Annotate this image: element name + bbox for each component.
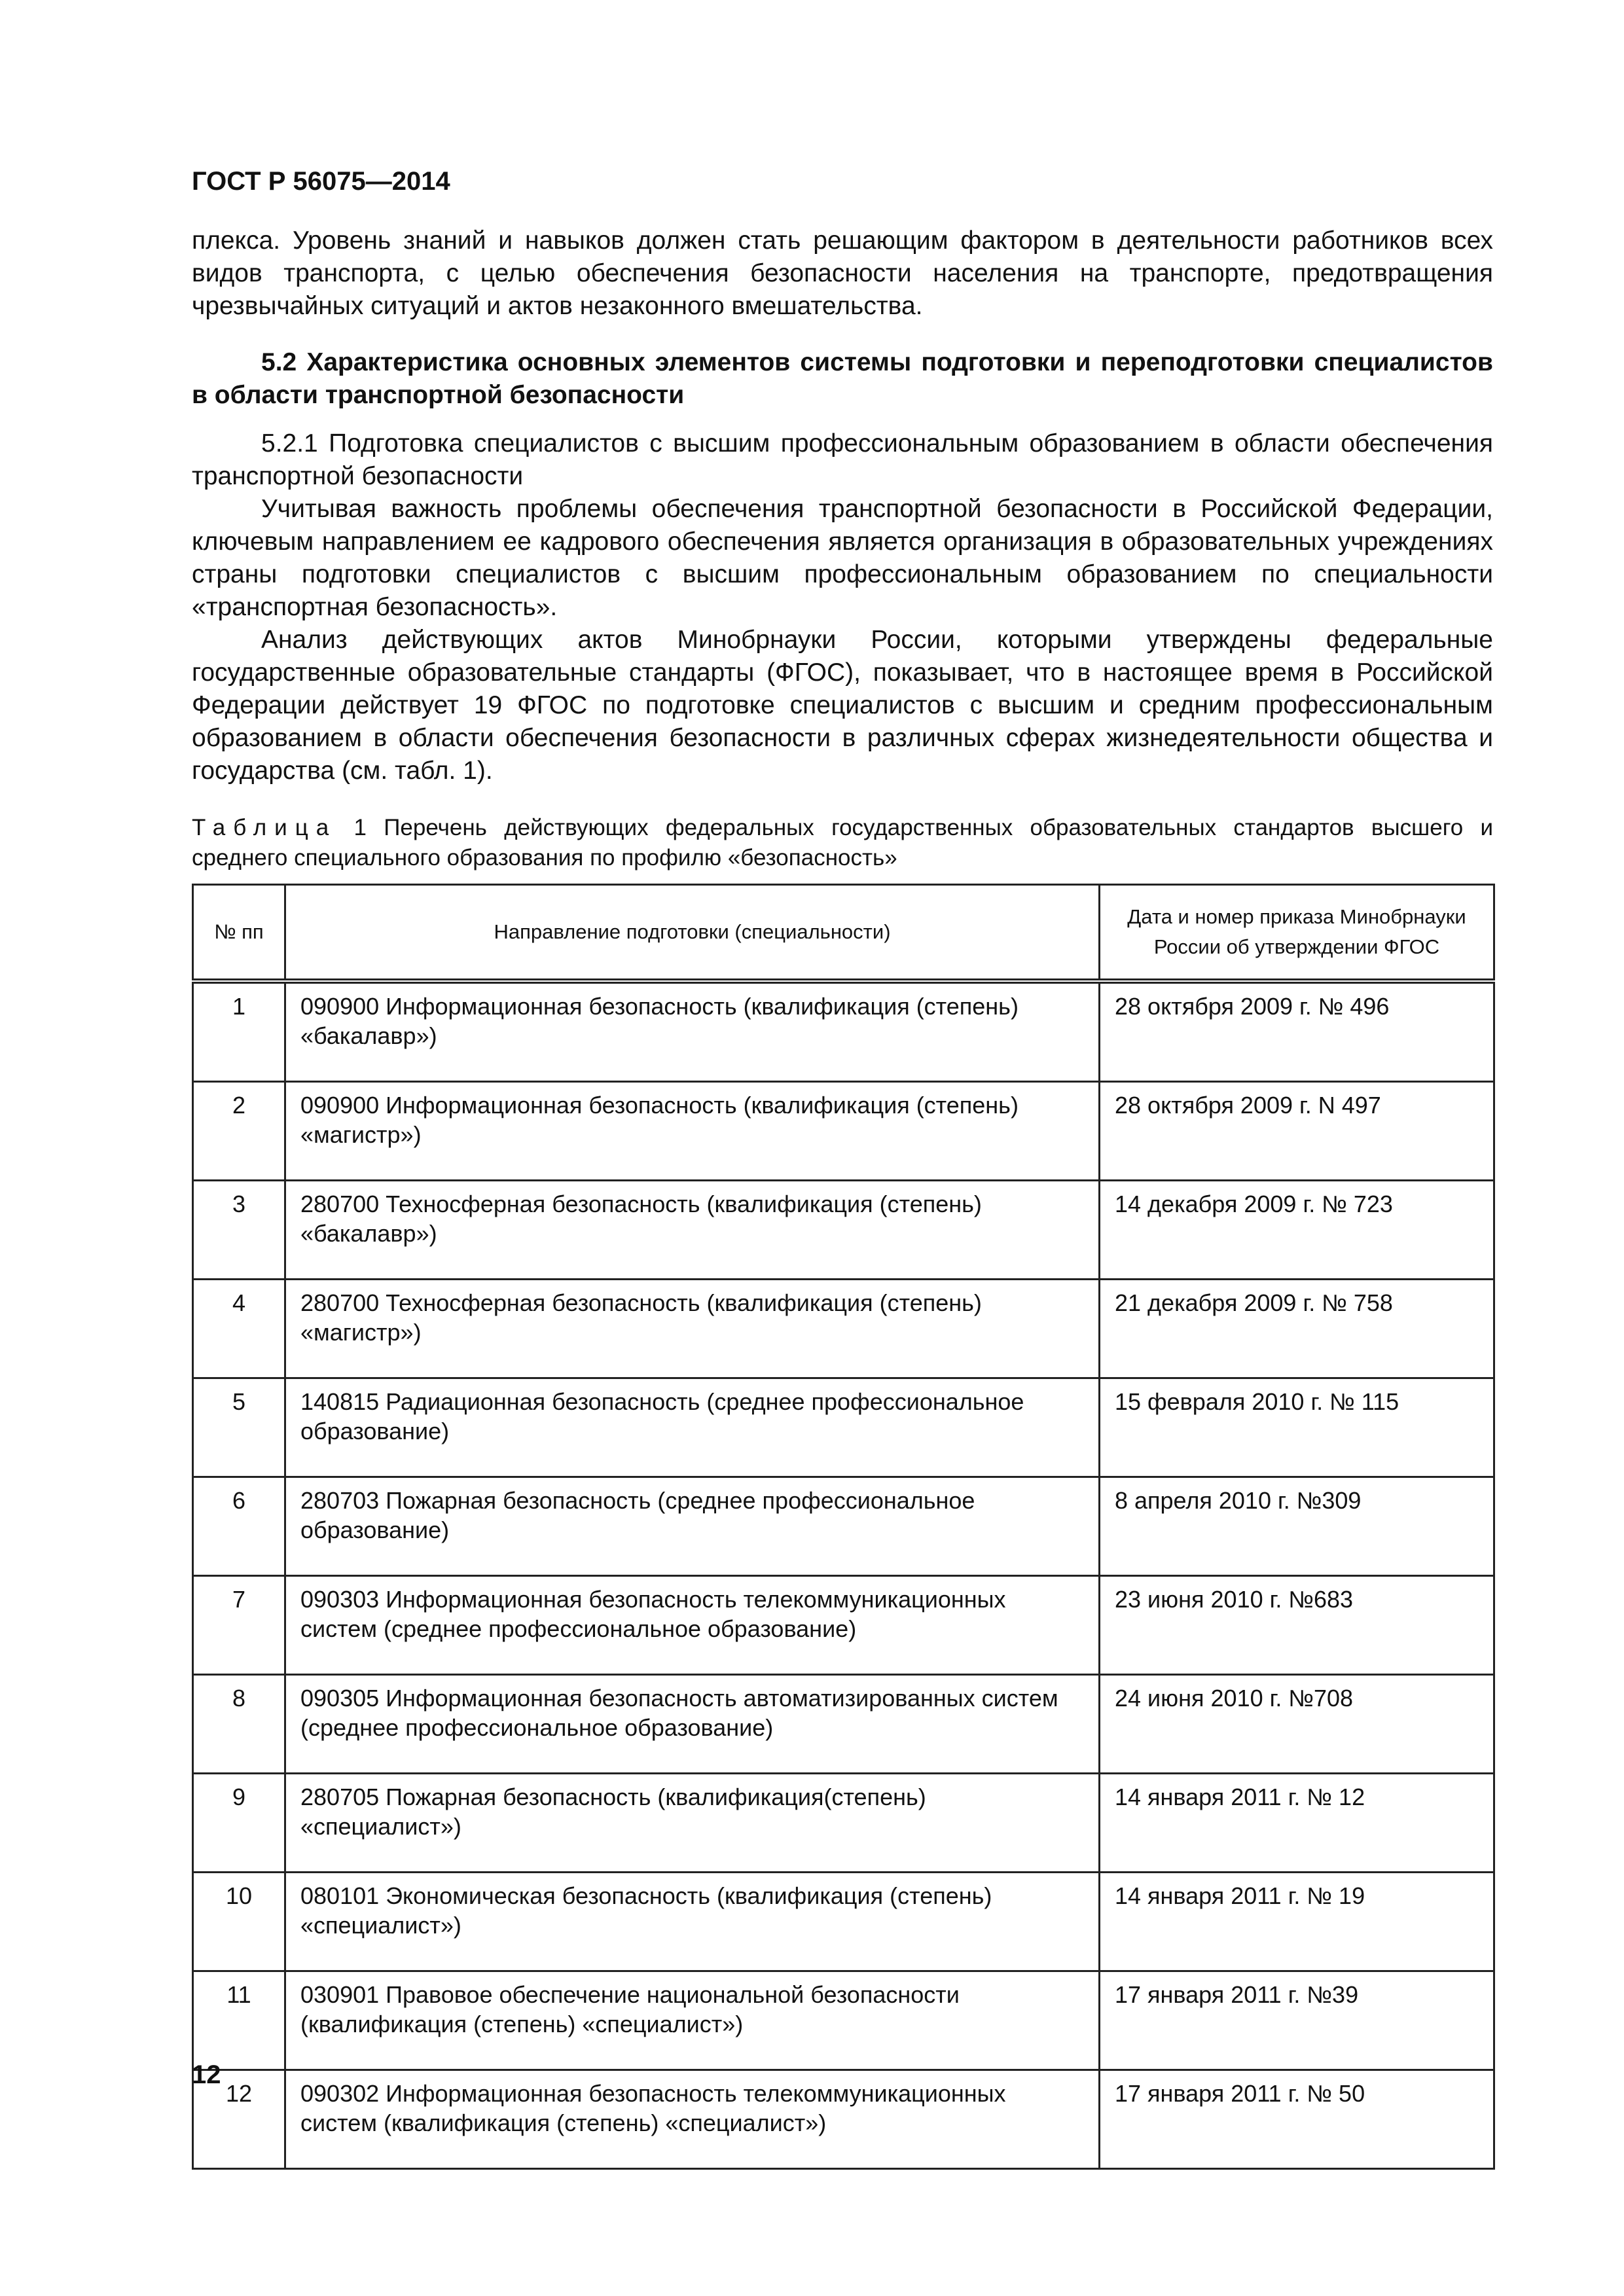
row-direction: 280703 Пожарная безопасность (среднее профессиональное образование) [285, 1477, 1100, 1576]
row-direction: 030901 Правовое обеспечение национальной безопасности (квалификация (степень) «специалист») [285, 1971, 1100, 2070]
paragraph-fgos-analysis: Анализ действующих актов Минобрнауки России, которыми утверждены федеральные государственные образовательные стандарты (ФГОС), показывает, что в настоящее время в Российской Федерации действует 19 ФГОС по подготовке специалистов с высшим и средним профессиональным образованием в области обеспечения безопасности в различных сферах жизнедеятельности общества и государства (см. табл. 1). [192, 626, 1493, 785]
row-number: 3 [193, 1181, 285, 1280]
section-5-2-1-number: 5.2.1 [261, 429, 318, 457]
section-5-2-heading [192, 346, 1493, 412]
row-number: 12 [193, 2070, 285, 2169]
row-order: 17 января 2011 г. № 50 [1100, 2070, 1494, 2169]
table-caption-number: 1 [353, 815, 367, 840]
row-direction: 140815 Радиационная безопасность (среднее профессиональное образование) [285, 1378, 1100, 1477]
row-number: 11 [193, 1971, 285, 2070]
row-order: 21 декабря 2009 г. № 758 [1100, 1280, 1494, 1378]
fgos-table [192, 884, 1495, 2170]
table-row [193, 1477, 1494, 1576]
table-row [193, 1971, 1494, 2070]
table-row [193, 1181, 1494, 1280]
section-5-2-title: Характеристика основных элементов системы подготовки и переподготовки специалистов в области транспортной безопасности [192, 348, 1493, 409]
table-row [193, 1378, 1494, 1477]
row-number: 10 [193, 1873, 285, 1971]
row-direction: 280705 Пожарная безопасность (квалификация(степень) «специалист») [285, 1774, 1100, 1873]
row-direction: 090900 Информационная безопасность (квалификация (степень) «бакалавр») [285, 981, 1100, 1082]
table-row [193, 2070, 1494, 2169]
intro-paragraph: плекса. Уровень знаний и навыков должен стать решающим фактором в деятельности работников всех видов транспорта, с целью обеспечения безопасности населения на транспорте, предотвращения чрезвычайных ситуаций и актов незаконного вмешательства. [192, 226, 1493, 320]
row-number: 6 [193, 1477, 285, 1576]
row-direction: 090303 Информационная безопасность телекоммуникационных систем (среднее профессиональное образование) [285, 1576, 1100, 1675]
row-number: 8 [193, 1675, 285, 1774]
row-number: 4 [193, 1280, 285, 1378]
table-row [193, 1675, 1494, 1774]
row-order: 8 апреля 2010 г. №309 [1100, 1477, 1494, 1576]
section-5-2-number: 5.2 [261, 348, 297, 376]
row-direction: 090302 Информационная безопасность телекоммуникационных систем (квалификация (степень) «специалист») [285, 2070, 1100, 2169]
table-caption-label: Таблица [192, 815, 337, 840]
row-number: 2 [193, 1082, 285, 1181]
row-number: 7 [193, 1576, 285, 1675]
row-order: 17 января 2011 г. №39 [1100, 1971, 1494, 2070]
row-direction: 080101 Экономическая безопасность (квалификация (степень) «специалист») [285, 1873, 1100, 1971]
table-header-row [193, 885, 1494, 982]
row-direction: 280700 Техносферная безопасность (квалификация (степень) «магистр») [285, 1280, 1100, 1378]
table-row [193, 1576, 1494, 1675]
table-row [193, 1280, 1494, 1378]
table-row [193, 1873, 1494, 1971]
row-order: 14 января 2011 г. № 12 [1100, 1774, 1494, 1873]
document-id: ГОСТ Р 56075—2014 [192, 167, 450, 196]
paragraph-transport-security: Учитывая важность проблемы обеспечения транспортной безопасности в Российской Федерации, ключевым направлением ее кадрового обеспечения является организация в образовательных учреждениях страны подготовки специалистов с высшим профессиональным образованием по специальности «транспортная безопасность». [192, 495, 1493, 621]
table-row [193, 1774, 1494, 1873]
row-direction: 090900 Информационная безопасность (квалификация (степень) «магистр») [285, 1082, 1100, 1181]
section-5-2-1-title: Подготовка специалистов с высшим профессиональным образованием в области обеспечения транспортной безопасности [192, 429, 1493, 490]
row-order: 15 февраля 2010 г. № 115 [1100, 1378, 1494, 1477]
header-order: Дата и номер приказа Минобрнауки России об утверждении ФГОС [1100, 885, 1494, 982]
table-row [193, 1082, 1494, 1181]
row-order: 28 октября 2009 г. № 496 [1100, 981, 1494, 1082]
section-5-2-1-heading [192, 427, 1493, 493]
table-caption-text: Перечень действующих федеральных государственных образовательных стандартов высшего и среднего специального образования по профилю «безопасность» [192, 815, 1493, 870]
row-number: 9 [193, 1774, 285, 1873]
row-order: 23 июня 2010 г. №683 [1100, 1576, 1494, 1675]
header-number: № пп [193, 885, 285, 982]
table-row [193, 981, 1494, 1082]
page-number: 12 [192, 2060, 221, 2089]
section-5-2-1 [192, 427, 1493, 787]
row-order: 28 октября 2009 г. N 497 [1100, 1082, 1494, 1181]
row-order: 14 декабря 2009 г. № 723 [1100, 1181, 1494, 1280]
row-direction: 090305 Информационная безопасность автоматизированных систем (среднее профессиональное образование) [285, 1675, 1100, 1774]
row-direction: 280700 Техносферная безопасность (квалификация (степень) «бакалавр») [285, 1181, 1100, 1280]
row-number: 1 [193, 981, 285, 1082]
table-caption [192, 813, 1493, 873]
row-order: 24 июня 2010 г. №708 [1100, 1675, 1494, 1774]
row-order: 14 января 2011 г. № 19 [1100, 1873, 1494, 1971]
row-number: 5 [193, 1378, 285, 1477]
header-direction: Направление подготовки (специальности) [285, 885, 1100, 982]
